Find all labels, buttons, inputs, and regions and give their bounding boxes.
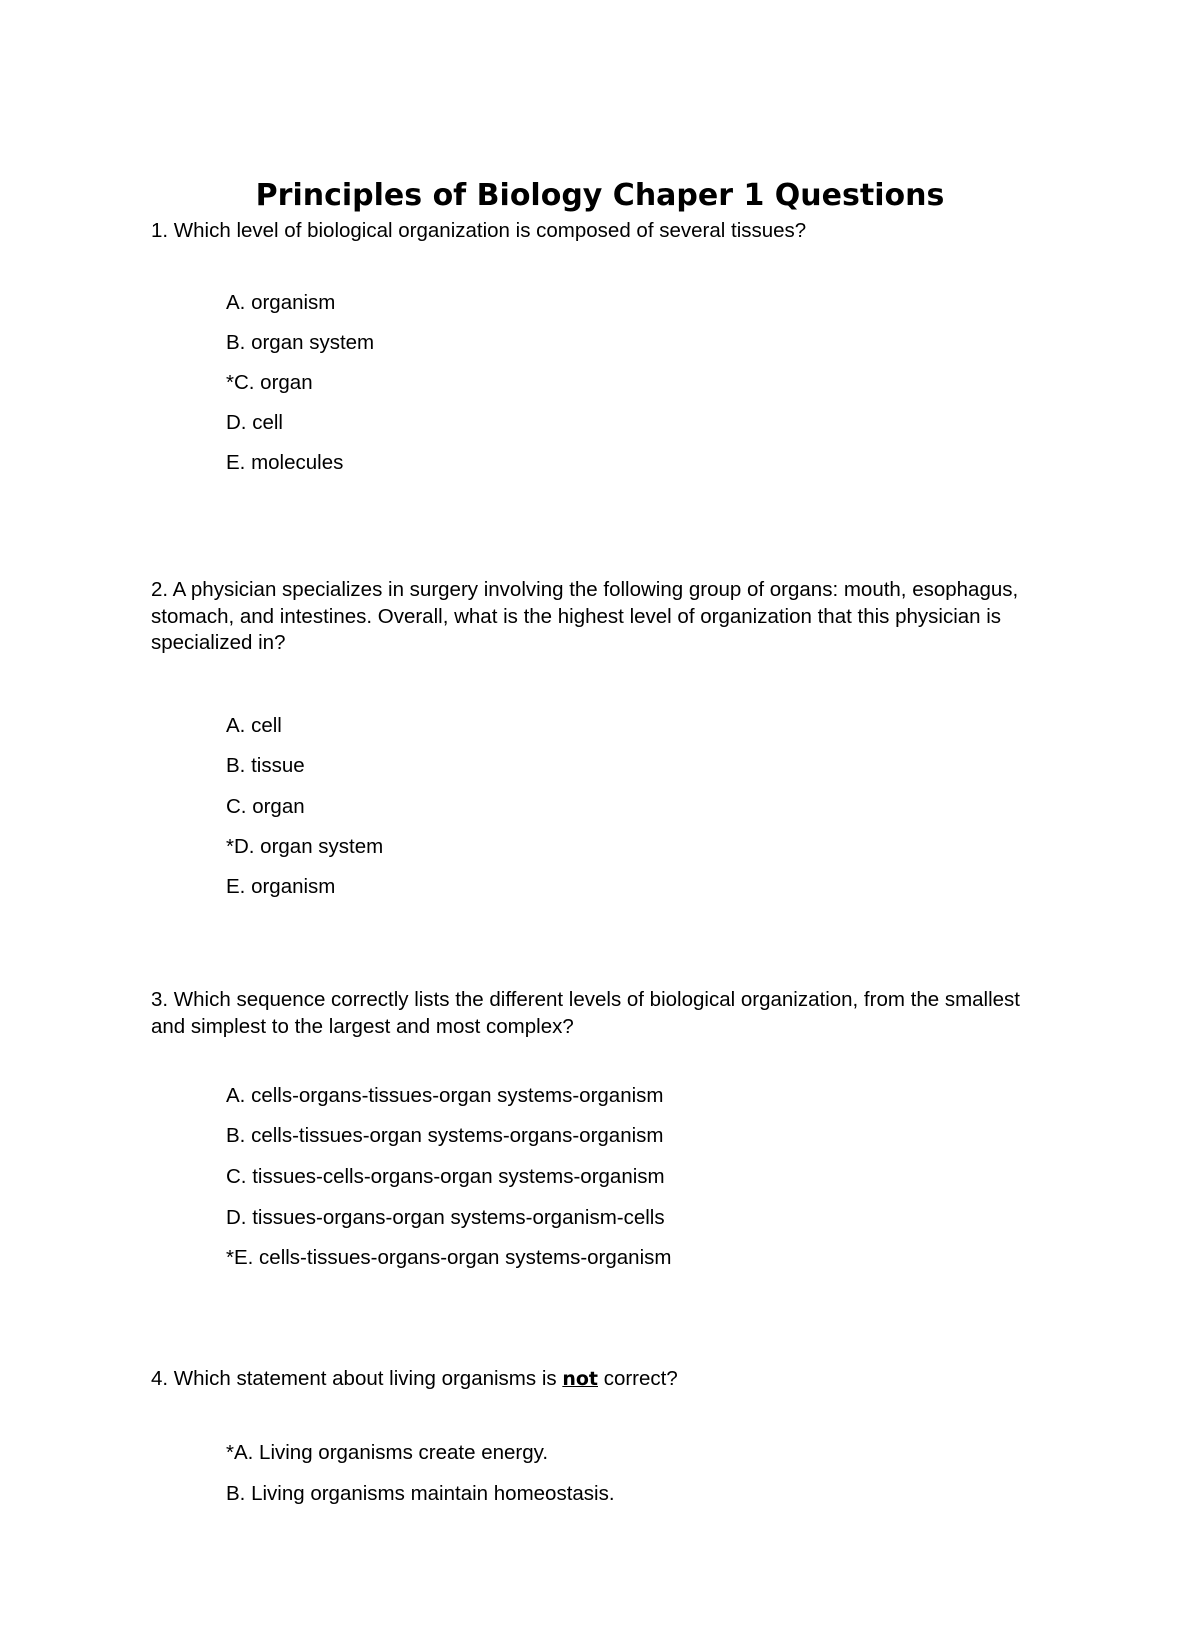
question-3-option-e: *E. cells-tissues-organs-organ systems-organism (226, 1246, 672, 1269)
question-2-option-c: C. organ (226, 795, 305, 818)
question-3-option-a: A. cells-organs-tissues-organ systems-organism (226, 1084, 664, 1107)
question-1-option-e: E. molecules (226, 451, 344, 474)
question-2-option-b: B. tissue (226, 754, 305, 777)
question-4-text-before: 4. Which statement about living organisms is (151, 1367, 563, 1390)
question-4-option-a: *A. Living organisms create energy. (226, 1441, 549, 1464)
question-1-option-c: *C. organ (226, 371, 313, 394)
question-4-text-after: correct? (598, 1367, 678, 1390)
question-2-text: 2. A physician specializes in surgery involving the following group of organs: mouth, esophagus, stomach, and intestines. Overall, what is the highest level of organization that this physician is specialized in? (151, 578, 1019, 654)
question-3-option-c: C. tissues-cells-organs-organ systems-organism (226, 1165, 665, 1188)
question-2-option-e: E. organism (226, 875, 336, 898)
question-3-option-b: B. cells-tissues-organ systems-organs-organism (226, 1124, 664, 1147)
question-2-option-a: A. cell (226, 714, 282, 737)
page-title: Principles of Biology Chaper 1 Questions (255, 178, 945, 213)
question-4-option-b: B. Living organisms maintain homeostasis. (226, 1482, 615, 1505)
question-1-option-a: A. organism (226, 291, 336, 314)
question-4-emphasis: not (562, 1368, 598, 1390)
question-3-text: 3. Which sequence correctly lists the different levels of biological organization, from the smallest and simplest to the largest and most complex? (151, 988, 1021, 1038)
question-1-text: 1. Which level of biological organization is composed of several tissues? (151, 219, 807, 242)
question-1-option-d: D. cell (226, 411, 283, 434)
question-2-option-d: *D. organ system (226, 835, 384, 858)
question-3-option-d: D. tissues-organs-organ systems-organism-cells (226, 1206, 665, 1229)
question-1-option-b: B. organ system (226, 331, 375, 354)
question-4-text (151, 1366, 1051, 1393)
